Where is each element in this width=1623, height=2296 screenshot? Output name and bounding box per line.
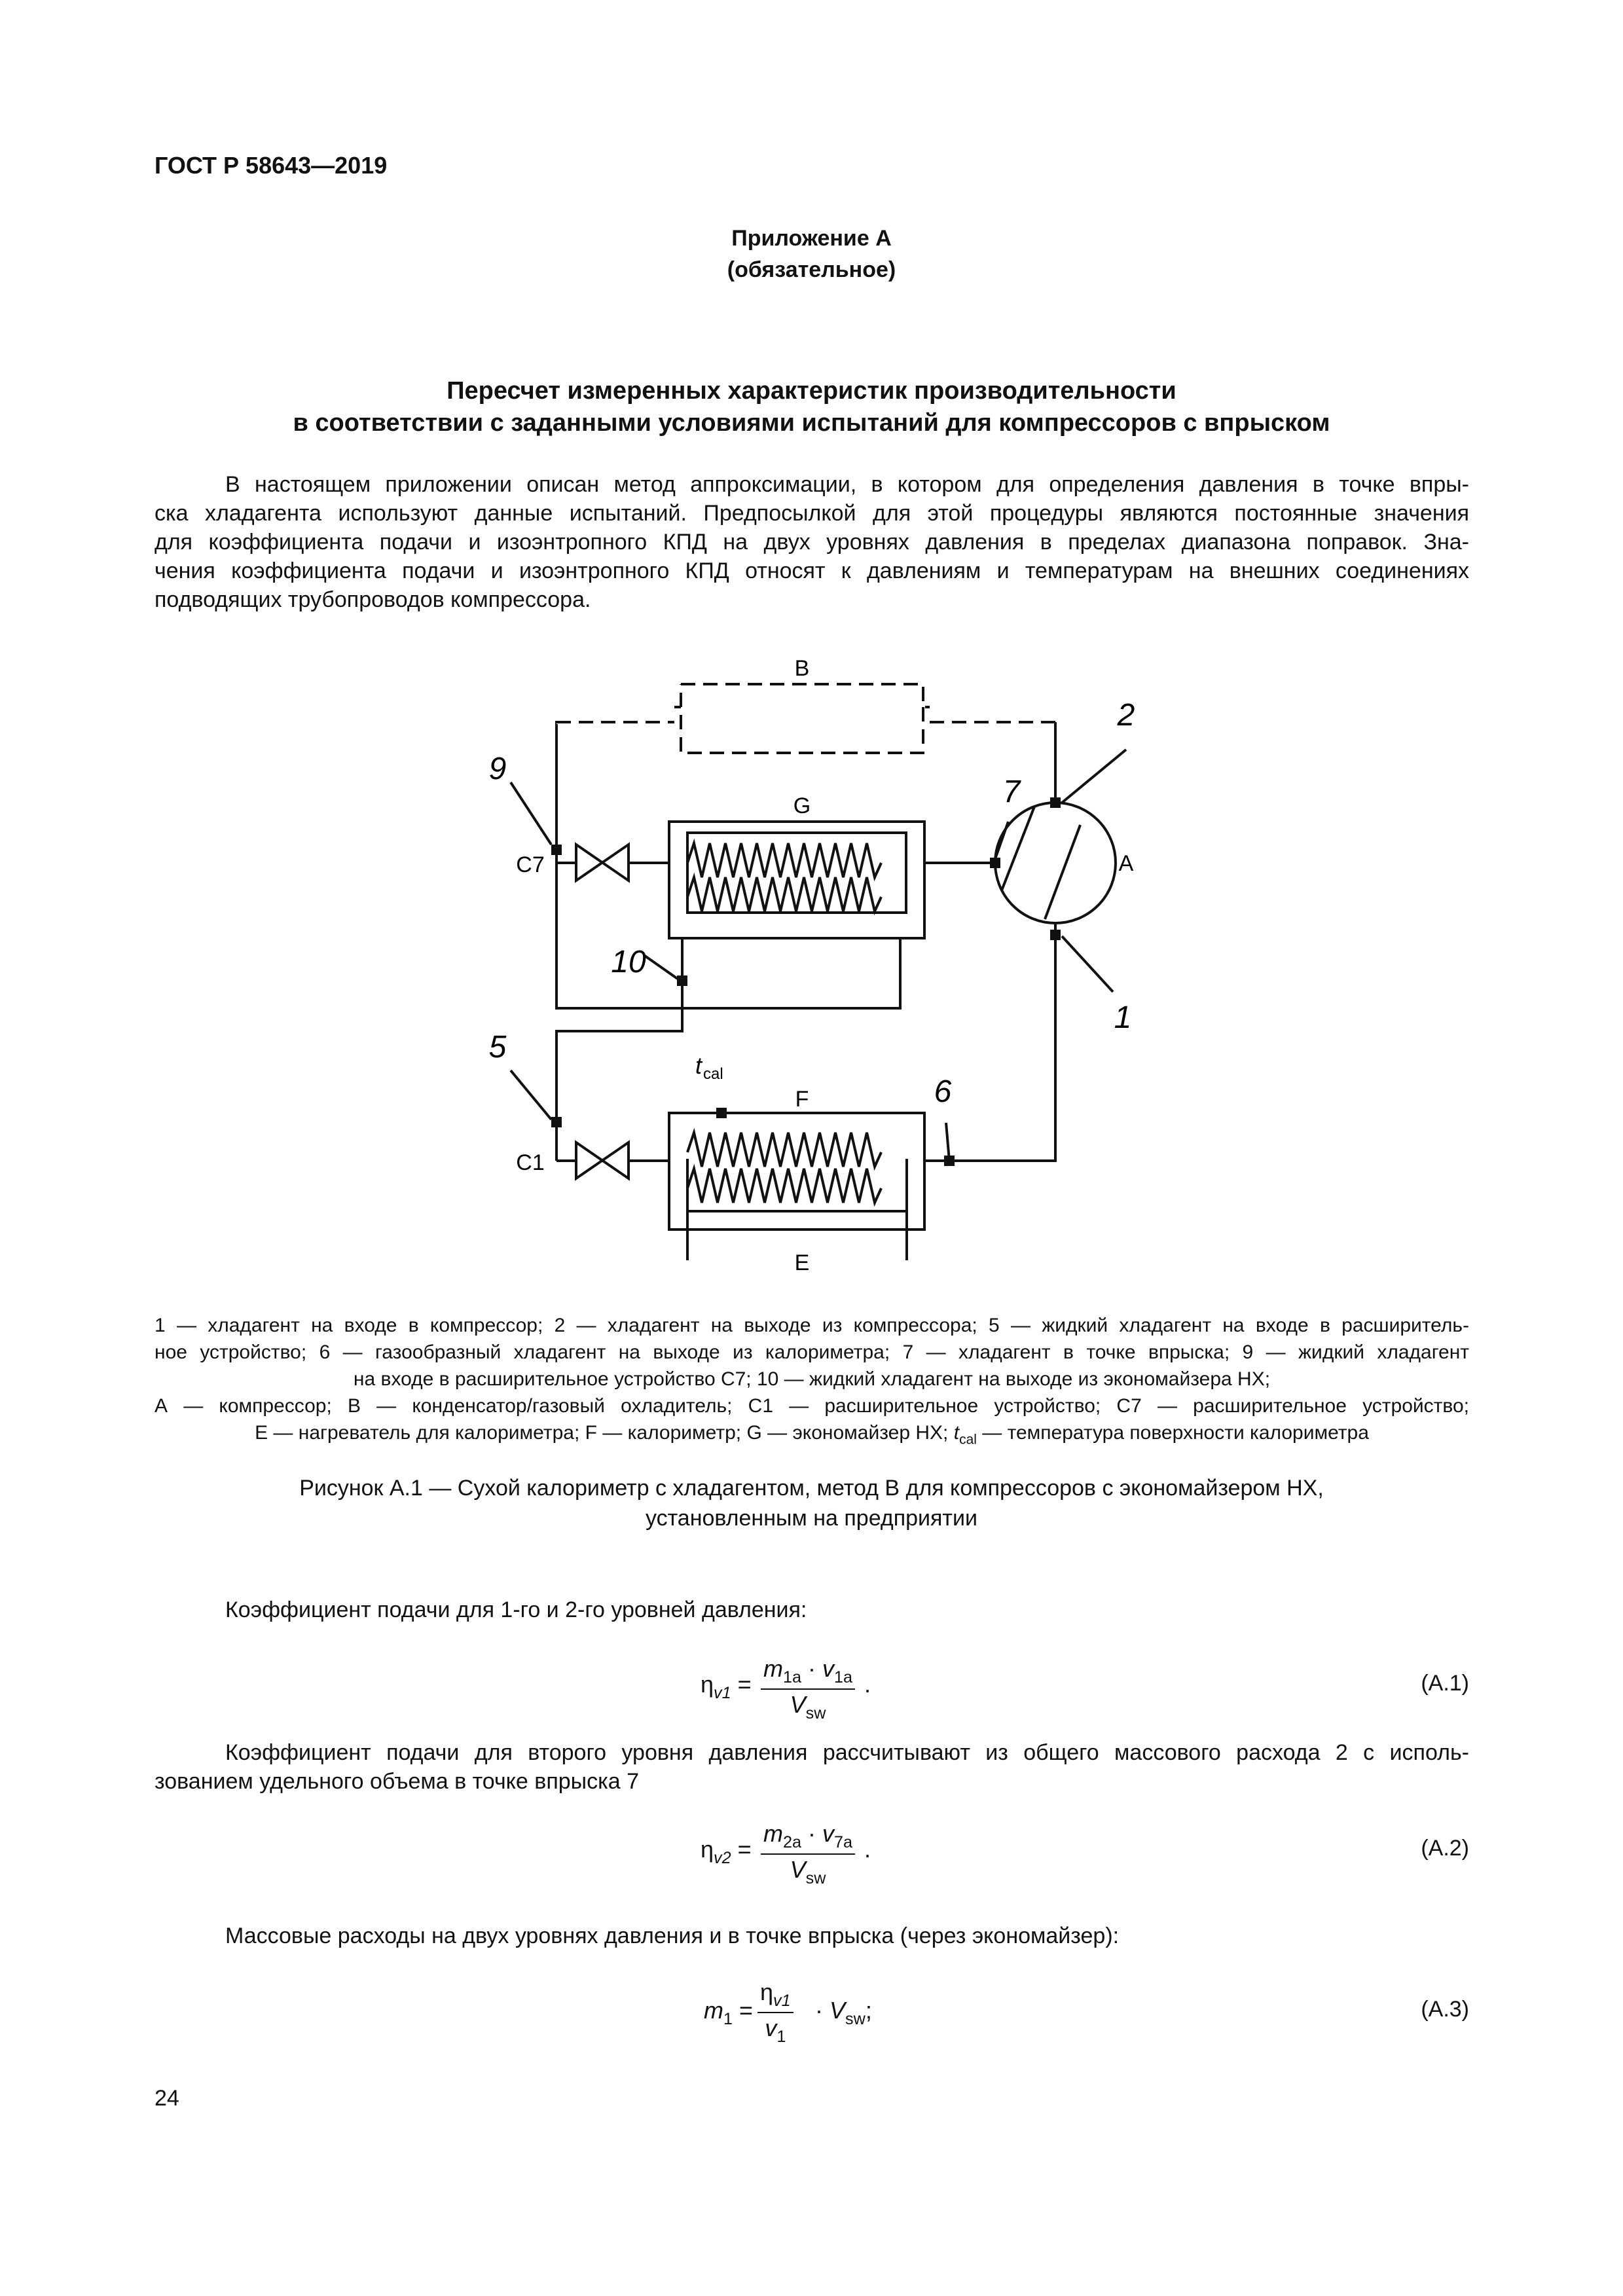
appendix-title: Приложение А xyxy=(731,226,892,251)
condenser-b-box xyxy=(674,684,930,753)
suction-line xyxy=(949,923,1055,1161)
expansion-valve-c1 xyxy=(576,1142,629,1178)
eq2-end: . xyxy=(864,1836,871,1863)
label-n1: 1 xyxy=(1114,1000,1132,1035)
section-title-line-1: Пересчет измеренных характеристик производительности xyxy=(447,377,1176,405)
equation-a1-number: (А.1) xyxy=(1421,1671,1469,1696)
label-n9: 9 xyxy=(488,752,507,786)
equation-a3-number: (А.3) xyxy=(1421,1997,1469,2022)
label-n5: 5 xyxy=(488,1030,507,1065)
figure-legend xyxy=(155,1312,1469,1446)
eq1-lhs: $\eta_{v1}$ = xyxy=(701,1671,752,1702)
intro-line-2: ска хладагента используют данные испытаний. Предпосылкой для этой процедуры являются постоянные значения xyxy=(155,501,1469,526)
legend-line-5: Е — нагреватель для калориметра; F — калориметр; G — экономайзер НХ; $t_{cal}$ — температура поверхности калориметра xyxy=(255,1422,1369,1448)
label-tcal: $t_{cal}$ xyxy=(695,1052,723,1083)
label-c7: С7 xyxy=(516,852,545,877)
paragraph-mass-flow: Массовые расходы на двух уровнях давления и в точке впрыска (через экономайзер): xyxy=(225,1923,1120,1948)
eq1-fraction: $m_{1a} \cdot v_{1a}$ $V_{sw}$ xyxy=(761,1655,855,1723)
eq3-lhs: $m_1$ = xyxy=(704,1997,754,2028)
eq1-end: . xyxy=(864,1671,871,1698)
eq2-fraction: $m_{2a} \cdot v_{7a}$ $V_{sw}$ xyxy=(761,1820,855,1888)
eq3-fraction: $\frac{\eta_{v1}}{v_1}$ xyxy=(757,1978,793,2047)
label-e: E xyxy=(794,1250,810,1275)
page-number: 24 xyxy=(155,2086,179,2111)
intro-line-3: для коэффициента подачи и изоэнтропного КПД на двух уровнях давления в пределах диапазона поправок. Зна- xyxy=(155,530,1469,555)
paragraph-second-pressure xyxy=(155,1738,1469,1796)
intro-line-1: В настоящем приложении описан метод аппроксимации, в котором для определения давления в точке впры- xyxy=(225,472,1469,497)
intro-line-4: чения коэффициента подачи и изоэнтропного КПД относят к давлениям и температурам на внешних соединениях xyxy=(155,558,1469,583)
legend-line-4: А — компрессор; В — конденсатор/газовый охладитель; С1 — расширительное устройство; С7 — расширительное устройство; xyxy=(155,1395,1469,1417)
label-n10: 10 xyxy=(611,945,646,979)
label-a: A xyxy=(1118,851,1134,876)
legend-line-2: ное устройство; 6 — газообразный хладагент на выходе из калориметра; 7 — хладагент в точке впрыска; 9 — жидкий хладагент xyxy=(155,1341,1469,1363)
legend-line-1: 1 — хладагент на входе в компрессор; 2 — хладагент на выходе из компрессора; 5 — жидкий хладагент на входе в расширитель- xyxy=(155,1315,1469,1336)
eq3-tail: · $V_{sw}$; xyxy=(815,1997,872,2028)
p2-line-1: Коэффициент подачи для второго уровня давления рассчитывают из общего массового расхода 2 с исполь- xyxy=(225,1740,1469,1765)
standard-designation: ГОСТ Р 58643—2019 xyxy=(155,152,388,179)
label-n2: 2 xyxy=(1117,698,1135,733)
expansion-valve-c7 xyxy=(576,845,629,881)
eq2-lhs: $\eta_{v2}$ = xyxy=(701,1836,752,1867)
economizer-loop xyxy=(556,938,900,1008)
intro-line-5: подводящих трубопроводов компрессора. xyxy=(155,587,591,612)
label-g: G xyxy=(793,793,811,818)
label-n7: 7 xyxy=(1002,774,1021,809)
label-n6: 6 xyxy=(934,1074,952,1109)
paragraph-volumetric-efficiency: Коэффициент подачи для 1-го и 2-го уровней давления: xyxy=(225,1597,807,1622)
section-title-line-2: в соответствии с заданными условиями испытаний для компрессоров с впрыском xyxy=(293,409,1330,437)
figure-caption-line-1: Рисунок А.1 — Сухой калориметр с хладагентом, метод В для компрессоров с экономайзером НХ, xyxy=(299,1476,1324,1501)
legend-line-3: на входе в расширительное устройство С7; 10 — жидкий хладагент на выходе из экономайзера НХ; xyxy=(353,1368,1271,1390)
label-b: B xyxy=(794,656,810,681)
appendix-status: (обязательное) xyxy=(727,257,896,282)
economizer-g xyxy=(669,822,924,938)
equation-a2-number: (А.2) xyxy=(1421,1836,1469,1861)
p2-line-2: зованием удельного объема в точке впрыска 7 xyxy=(155,1769,639,1794)
label-c1: С1 xyxy=(516,1150,545,1175)
figure-caption-line-2: установленным на предприятии xyxy=(646,1506,977,1531)
label-f: F xyxy=(795,1087,809,1112)
